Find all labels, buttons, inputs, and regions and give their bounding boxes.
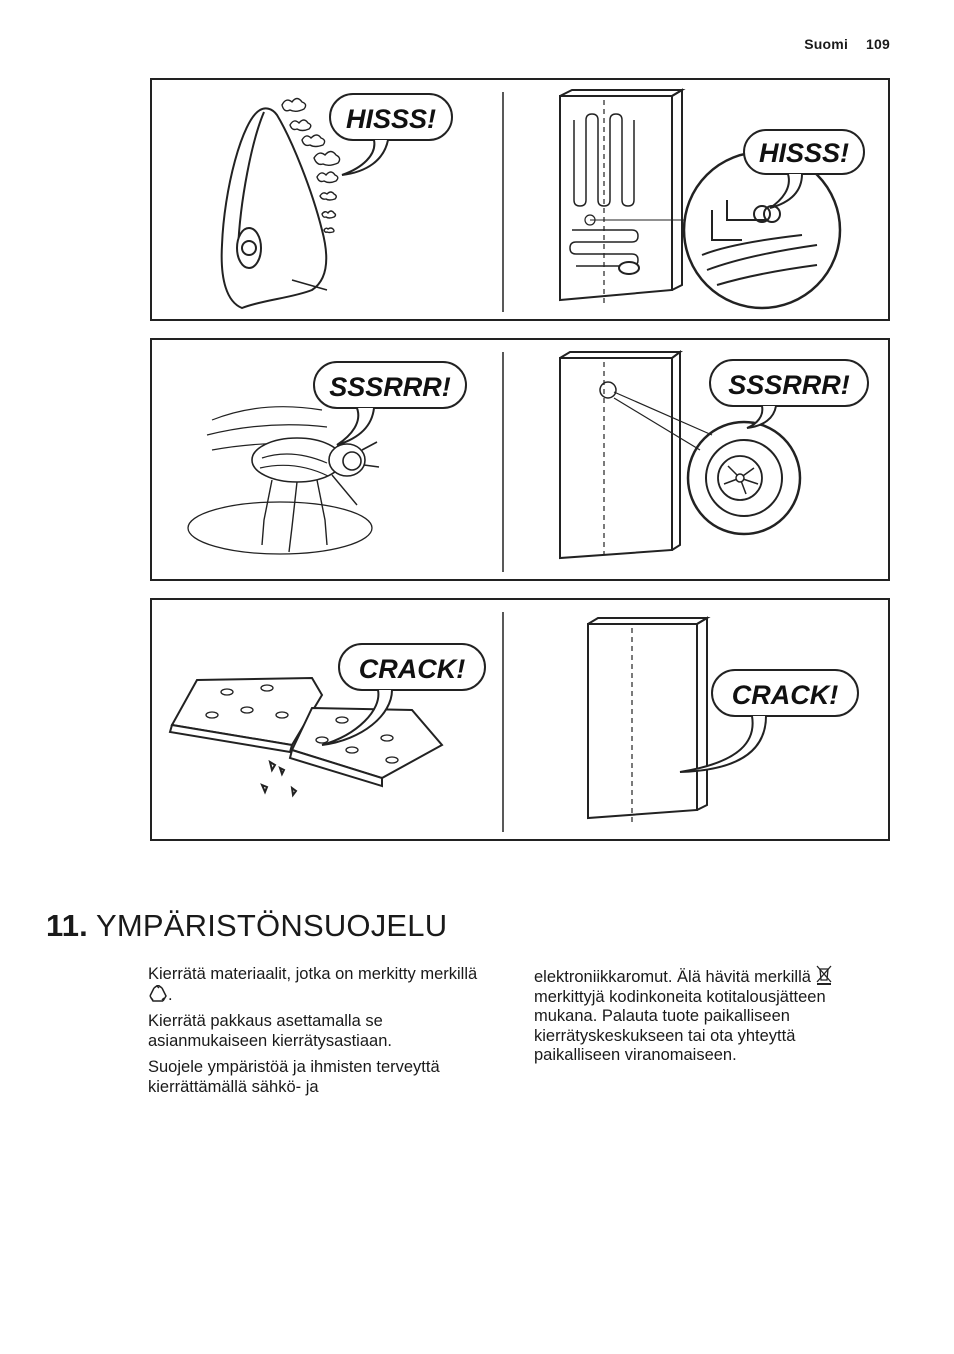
sound-text-left: CRACK!	[358, 654, 466, 684]
text-column-right	[534, 965, 874, 1073]
sssrrr-illustration	[152, 340, 888, 579]
crossed-bin-icon	[816, 965, 832, 985]
section-title-text: YMPÄRISTÖNSUOJELU	[95, 908, 448, 943]
fridge-icon	[588, 618, 707, 825]
section-heading	[46, 908, 447, 944]
paragraph-recycle-materials: Kierrätä materiaalit, jotka on merkitty merkillä.	[148, 965, 478, 1004]
sound-text-left: HISSS!	[345, 104, 437, 134]
section-number: 11.	[46, 908, 88, 943]
sound-text-left: SSSRRR!	[329, 372, 451, 402]
crack-illustration	[152, 600, 888, 839]
recycle-icon	[148, 985, 168, 1003]
fridge-back-icon	[560, 90, 692, 305]
fridge-icon	[560, 352, 680, 558]
sound-panel-crack	[150, 598, 890, 841]
paragraph-weee: elektroniikkaromut. Älä hävitä merkillä merkittyjä kodinkoneita kotitalousjätteen mukana. Palauta tuote paikalliseen kierrätyskeskukseen tai ota yhteyttä paikalliseen viranomaiseen.	[534, 965, 874, 1066]
paragraph-environment: Suojele ympäristöä ja ihmisten terveyttä kierrättämällä sähkö- ja	[148, 1058, 440, 1096]
condenser-closeup-icon	[684, 152, 840, 308]
sound-text-right: HISSS!	[758, 138, 850, 168]
sound-panel-hisss	[150, 78, 890, 321]
sound-panel-sssrrr	[150, 338, 890, 581]
fly-icon	[188, 407, 379, 554]
page-header	[804, 36, 890, 52]
speech-bubble-left	[314, 362, 466, 445]
hisss-illustration	[152, 80, 888, 319]
speech-bubble-left	[330, 94, 452, 175]
header-language: Suomi	[804, 36, 849, 52]
speech-bubble-right	[710, 360, 868, 428]
page-number: 109	[866, 36, 890, 52]
paragraph-packaging: Kierrätä pakkaus asettamalla se asianmukaiseen kierrätysastiaan.	[148, 1012, 392, 1050]
sound-text-right: CRACK!	[731, 680, 839, 710]
text-column-left	[148, 965, 478, 1104]
sound-text-right: SSSRRR!	[728, 370, 850, 400]
broken-cracker-icon	[170, 678, 442, 795]
